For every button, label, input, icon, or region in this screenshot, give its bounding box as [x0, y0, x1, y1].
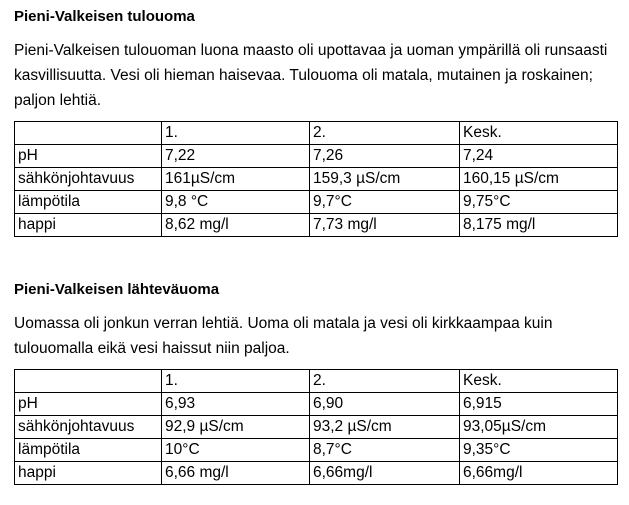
header-cell: 1. — [162, 122, 310, 145]
table-row — [15, 462, 618, 485]
table-cell: 92,9 µS/cm — [162, 416, 310, 439]
section-lahtevauoma — [14, 281, 617, 485]
table-cell: 7,26 — [310, 145, 460, 168]
table-row — [15, 416, 618, 439]
table-row — [15, 168, 618, 191]
row-label: lämpötila — [15, 191, 162, 214]
row-label: happi — [15, 462, 162, 485]
table-cell: 6,66mg/l — [310, 462, 460, 485]
table-row — [15, 393, 618, 416]
row-label: sähkönjohtavuus — [15, 416, 162, 439]
header-cell: 2. — [310, 122, 460, 145]
table-cell: 93,2 µS/cm — [310, 416, 460, 439]
table-row — [15, 214, 618, 237]
row-label: pH — [15, 145, 162, 168]
row-label: lämpötila — [15, 439, 162, 462]
table-cell: 6,915 — [460, 393, 618, 416]
table-cell: 159,3 µS/cm — [310, 168, 460, 191]
header-cell: 2. — [310, 370, 460, 393]
section-paragraph: Pieni-Valkeisen tulouoman luona maasto oli upottavaa ja uoman ympärillä oli runsaasti kasvillisuutta. Vesi oli hieman haisevaa. Tulouoma oli matala, mutainen ja roskainen; paljon lehtiä. — [14, 42, 608, 109]
table-row — [15, 439, 618, 462]
table-cell: 7,24 — [460, 145, 618, 168]
table-row — [15, 191, 618, 214]
table-header-row — [15, 370, 618, 393]
table-cell: 6,93 — [162, 393, 310, 416]
table-cell: 161µS/cm — [162, 168, 310, 191]
table-cell: 7,22 — [162, 145, 310, 168]
table-cell: 160,15 µS/cm — [460, 168, 618, 191]
header-cell — [15, 370, 162, 393]
section-tulouoma — [14, 8, 617, 237]
row-label: happi — [15, 214, 162, 237]
table-cell: 9,8 °C — [162, 191, 310, 214]
row-label: sähkönjohtavuus — [15, 168, 162, 191]
table-cell: 10°C — [162, 439, 310, 462]
table-cell: 9,35°C — [460, 439, 618, 462]
table-cell: 7,73 mg/l — [310, 214, 460, 237]
table-cell: 6,66mg/l — [460, 462, 618, 485]
table-row — [15, 145, 618, 168]
header-cell: Kesk. — [460, 370, 618, 393]
table-cell: 9,75°C — [460, 191, 618, 214]
measurement-table — [14, 121, 618, 237]
table-cell: 6,90 — [310, 393, 460, 416]
section-heading: Pieni-Valkeisen tulouoma — [14, 8, 195, 25]
section-heading: Pieni-Valkeisen lähteväuoma — [14, 281, 220, 298]
header-cell — [15, 122, 162, 145]
section-paragraph: Uomassa oli jonkun verran lehtiä. Uoma oli matala ja vesi oli kirkkaampaa kuin tulouomalla eikä vesi haissut niin paljoa. — [14, 315, 553, 357]
table-cell: 9,7°C — [310, 191, 460, 214]
table-cell: 8,7°C — [310, 439, 460, 462]
measurement-table — [14, 369, 618, 485]
table-cell: 6,66 mg/l — [162, 462, 310, 485]
table-cell: 8,62 mg/l — [162, 214, 310, 237]
row-label: pH — [15, 393, 162, 416]
table-header-row — [15, 122, 618, 145]
table-cell: 93,05µS/cm — [460, 416, 618, 439]
header-cell: Kesk. — [460, 122, 618, 145]
table-cell: 8,175 mg/l — [460, 214, 618, 237]
header-cell: 1. — [162, 370, 310, 393]
